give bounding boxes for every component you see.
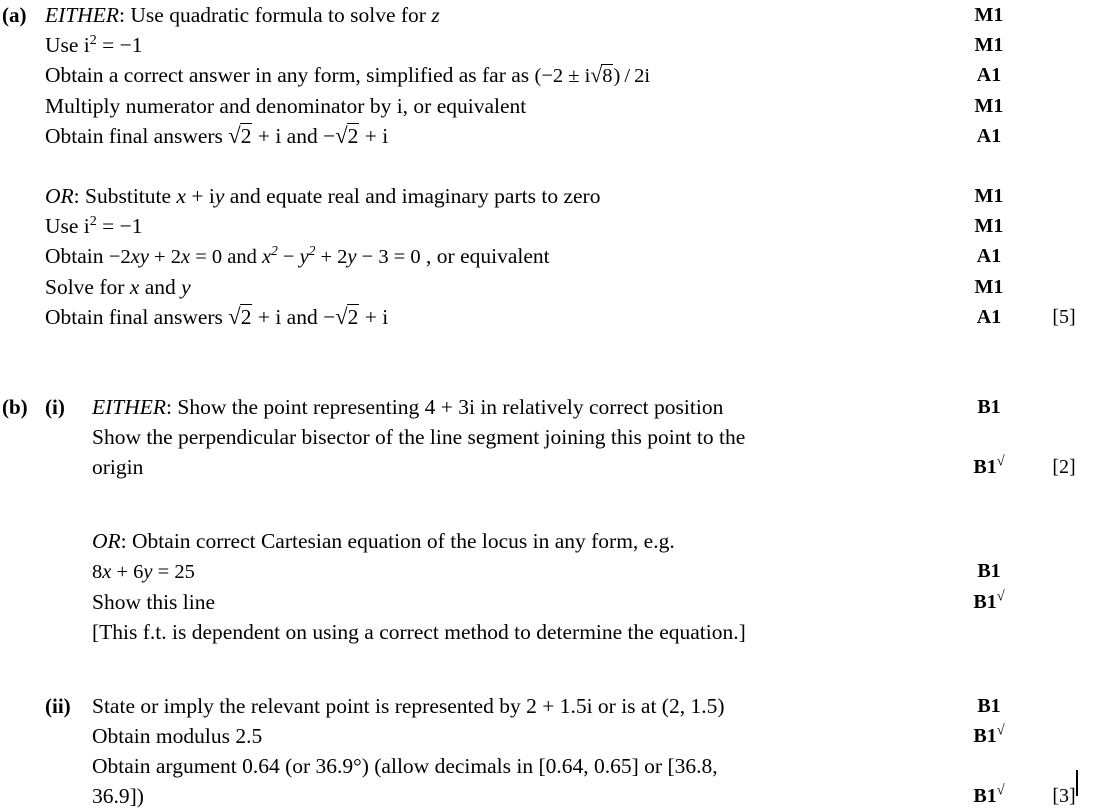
mark-label: B1: [977, 695, 1001, 717]
mark-label: A1: [976, 125, 1002, 147]
solve-prefix: Solve for: [45, 275, 130, 299]
answer-line: [0, 526, 1100, 556]
mark-label: A1: [976, 245, 1002, 267]
sqrt-2: √2: [228, 123, 252, 148]
obtain-argument-line-2: 36.9]): [92, 784, 144, 808]
cartesian-equation-line: [92, 556, 950, 587]
followthrough-tick-icon: √: [996, 453, 1005, 470]
mark-label: [950, 587, 1028, 617]
mark-label: M1: [974, 276, 1004, 298]
either-heading-a: [45, 0, 950, 30]
either-heading-b: [92, 392, 950, 422]
answer-line: [0, 60, 1100, 91]
answer-line: [0, 781, 1100, 811]
answer-line: [0, 721, 1100, 751]
obtain-final-middle: + i and −: [252, 305, 336, 329]
or-text: : Substitute: [73, 184, 177, 208]
either-text: : Show the point representing 4 + 3i in relatively correct position: [166, 395, 724, 419]
answer-line: [0, 302, 1100, 332]
block-spacer: [0, 332, 1100, 376]
obtain-final-answers-line-2: [45, 302, 950, 332]
sqrt-2: √2: [335, 304, 359, 329]
mark-text: B1: [973, 785, 997, 807]
block-spacer: [0, 482, 1100, 526]
relevant-point-line: State or imply the relevant point is represented by 2 + 1.5i or is at (2, 1.5): [92, 694, 725, 718]
answer-line: [0, 91, 1100, 121]
or-keyword: OR: [92, 529, 121, 553]
or-heading-a: [45, 181, 950, 211]
use-i-squared-post: = −1: [96, 33, 143, 57]
answer-line: [0, 422, 1100, 452]
or-tail: and equate real and imaginary parts to zero: [224, 184, 601, 208]
or-plus-i: + i: [185, 184, 215, 208]
answer-line: [0, 181, 1100, 211]
answer-line: [0, 272, 1100, 302]
mark-label: [950, 721, 1028, 751]
obtain-final-suffix: + i: [359, 305, 389, 329]
sqrt-2: √2: [228, 304, 252, 329]
obtain-final-prefix: Obtain final answers: [45, 305, 229, 329]
solve-conjunction: and: [139, 275, 182, 299]
variable-x: x: [129, 275, 140, 299]
part-label-a: (a): [2, 3, 27, 27]
use-i-squared-line: [45, 30, 950, 60]
followthrough-tick-icon: √: [996, 782, 1005, 799]
quadratic-result-formula: (−2 ± i√8) / 2i: [534, 63, 651, 87]
followthrough-tick-icon: √: [996, 588, 1005, 605]
use-i-squared-pre: Use i: [45, 214, 90, 238]
block-spacer: [0, 151, 1100, 181]
roman-label-i: (i): [45, 395, 65, 419]
obtain-final-answers-line: [45, 121, 950, 151]
answer-line: [0, 392, 1100, 422]
use-i-squared-line-2: [45, 211, 950, 241]
answer-line: [0, 556, 1100, 587]
followthrough-tick-icon: √: [996, 722, 1005, 739]
obtain-equations-line: [45, 241, 950, 272]
mark-label: M1: [974, 215, 1004, 237]
mark-label: M1: [974, 4, 1004, 26]
or-heading-b: [92, 526, 950, 556]
multiply-numerator-line: Multiply numerator and denominator by i, or equivalent: [45, 94, 527, 118]
obtain-modulus-line: Obtain modulus 2.5: [92, 724, 263, 748]
exponent-2: 2: [89, 213, 97, 229]
obtain-correct-answer-text: Obtain a correct answer in any form, simplified as far as: [45, 63, 535, 87]
mark-label: B1: [977, 560, 1001, 582]
perpendicular-bisector-line-2: origin: [92, 455, 144, 479]
answer-line: [0, 452, 1100, 482]
mark-label: [950, 452, 1028, 482]
either-keyword: EITHER: [45, 3, 120, 27]
obtain-argument-line-1: Obtain argument 0.64 (or 36.9°) (allow decimals in [0.64, 0.65] or [36.8,: [92, 754, 718, 778]
answer-line: [0, 0, 1100, 30]
show-this-line: Show this line: [92, 590, 216, 614]
use-i-squared-post: = −1: [96, 214, 143, 238]
answer-line: [0, 30, 1100, 60]
sqrt-2: √2: [335, 123, 359, 148]
mark-text: B1: [973, 591, 997, 613]
part-label-b: (b): [2, 395, 28, 419]
obtain-correct-answer-line: [45, 60, 950, 91]
obtain-prefix: Obtain: [45, 244, 109, 268]
either-keyword: EITHER: [92, 395, 167, 419]
variable-y: y: [181, 275, 191, 299]
mark-label: A1: [976, 306, 1002, 328]
equation-real-imaginary: −2xy + 2x = 0 and $x^2 - y^2 + 2y - 3 = 0$: [108, 243, 421, 268]
page-edge-tick: [1076, 770, 1078, 796]
answer-line: [0, 751, 1100, 781]
total-label: [3]: [1052, 785, 1076, 807]
variable-x: x: [176, 184, 186, 208]
answer-line: [0, 617, 1100, 647]
either-text: : Use quadratic formula to solve for: [119, 3, 432, 27]
mark-label: [950, 781, 1028, 811]
mark-label: A1: [976, 64, 1002, 86]
solve-for-line: [45, 272, 950, 302]
mark-label: M1: [974, 185, 1004, 207]
answer-line: [0, 241, 1100, 272]
cartesian-equation: 8x + 6y = 25: [92, 561, 195, 583]
exponent-2: 2: [89, 32, 97, 48]
answer-line: [0, 691, 1100, 721]
answer-line: [0, 587, 1100, 617]
mark-text: B1: [973, 725, 997, 747]
use-i-squared-pre: Use i: [45, 33, 90, 57]
block-spacer: [0, 647, 1100, 691]
mark-label: M1: [974, 34, 1004, 56]
or-text: : Obtain correct Cartesian equation of the locus in any form, e.g.: [120, 529, 675, 553]
obtain-suffix: , or equivalent: [420, 244, 550, 268]
followthrough-footnote: [This f.t. is dependent on using a correct method to determine the equation.]: [92, 620, 746, 644]
or-keyword: OR: [45, 184, 74, 208]
sqrt-8: √8: [590, 63, 613, 87]
obtain-final-middle: + i and −: [252, 124, 336, 148]
obtain-final-prefix: Obtain final answers: [45, 124, 229, 148]
mark-text: B1: [973, 456, 997, 478]
mark-label: M1: [974, 95, 1004, 117]
block-spacer: [0, 376, 1100, 392]
total-label: [5]: [1052, 306, 1076, 328]
variable-z: z: [431, 3, 440, 27]
total-label: [2]: [1052, 456, 1076, 478]
perpendicular-bisector-line-1: Show the perpendicular bisector of the line segment joining this point to the: [92, 425, 746, 449]
variable-y: y: [214, 184, 225, 208]
mark-label: B1: [977, 396, 1001, 418]
obtain-final-suffix: + i: [359, 124, 389, 148]
answer-line: [0, 121, 1100, 151]
roman-label-ii: (ii): [45, 694, 71, 718]
answer-line: [0, 211, 1100, 241]
